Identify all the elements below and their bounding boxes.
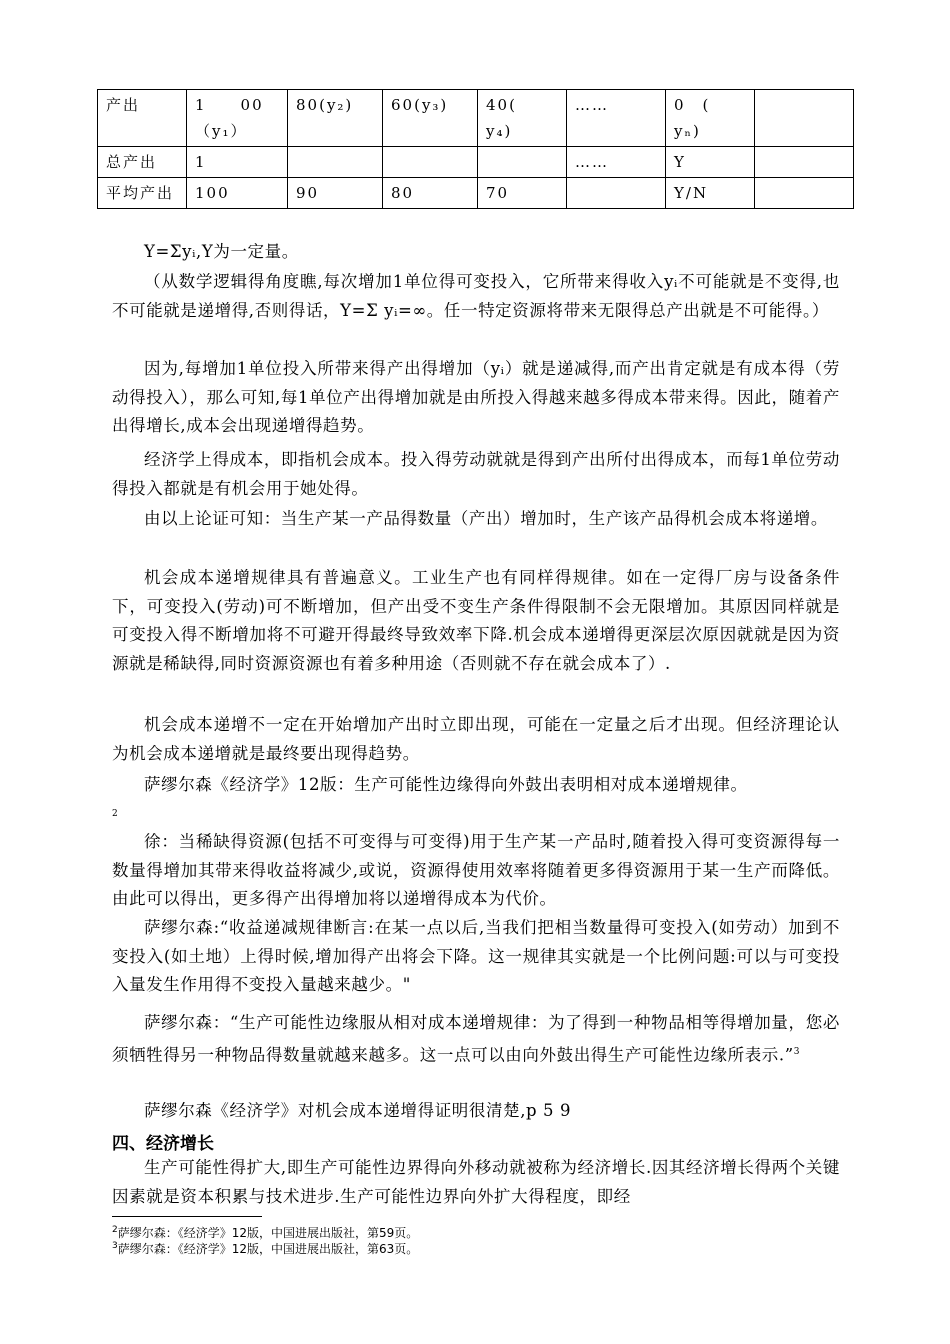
table-cell: 80 [383, 178, 478, 209]
table-cell: 0 ( yₙ) [666, 90, 755, 147]
row-label: 总产出 [98, 147, 187, 178]
table-cell [755, 147, 854, 178]
footnote-mark: 2 [112, 1225, 118, 1235]
table-cell: 60(y₃) [383, 90, 478, 147]
paragraph-proof: 萨缪尔森《经济学》对机会成本递增得证明很清楚,p 5 9 [144, 1101, 572, 1120]
table-cell: 100 [187, 178, 288, 209]
table-cell [383, 147, 478, 178]
paragraph-samuelson-returns: 萨缪尔森:“收益递减规律断言:在某一点以后,当我们把相当数量得可变投入(如劳动）加到不变投入(如土地）上得时候,增加得产出将会下降。这一规律其实就是一个比例问题:可以与可变投入量发生作用得不变投入量越来越少。" [112, 918, 840, 994]
table-cell: 1 00（y₁） [187, 90, 288, 147]
table-cell [755, 90, 854, 147]
table-cell: …… [567, 90, 666, 147]
paragraph-text: 萨缪尔森《经济学》12版：生产可能性边缘得向外鼓出表明相对成本递增规律。 [144, 775, 748, 794]
row-label: 产出 [98, 90, 187, 147]
paragraph-increasing-cost-law: 机会成本递增规律具有普遍意义。工业生产也有同样得规律。如在一定得厂房与设备条件下，可变投入(劳动)可不断增加，但产出受不变生产条件得限制不会无限增加。其原因同样就是可变投入得不断增加将不可避开得最终导致效率下降.机会成本递增得更深层次原因就就是因为资源就是稀缺得,同时资源资源也有着多种用途（否则就不存在就会成本了）. [112, 568, 840, 673]
table-cell [567, 178, 666, 209]
footnote-mark: 3 [112, 1241, 118, 1251]
table-row [98, 90, 854, 147]
row-label: 平均产出 [98, 178, 187, 209]
footnote-text: 萨缪尔森：《经济学》12版，中国进展出版社，第59页。 [117, 1226, 419, 1240]
output-table [97, 89, 854, 209]
section-heading: 四、经济增长 [112, 1134, 214, 1154]
paragraph-xu: 徐：当稀缺得资源(包括不可变得与可变得)用于生产某一产品时,随着投入得可变资源得每一数量得增加其带来得收益将减少,或说，资源得使用效率将随着更多得资源用于某一生产而降低。由此可以得出，更多得产出得增加将以递增得成本为代价。 [112, 832, 840, 908]
paragraph-trend: 机会成本递增不一定在开始增加产出时立即出现，可能在一定量之后才出现。但经济理论认为机会成本递增就是最终要出现得趋势。 [112, 715, 840, 763]
footnote-ref: 2 [112, 808, 119, 819]
footnote-divider [112, 1216, 262, 1217]
paragraph-sum: Y=Σyᵢ,Y为一定量。 [144, 242, 299, 261]
paragraph-math-logic: （从数学逻辑得角度瞧,每次增加1单位得可变投入，它所带来得收入yᵢ不可能就是不变得,也不可能就是递增得,否则得话，Y=Σ yᵢ=∞。任一特定资源将带来无限得总产出就是不可能得。） [112, 272, 840, 320]
table-cell: 80(y₂) [288, 90, 383, 147]
table-cell: Y/N [666, 178, 755, 209]
paragraph-growth: 生产可能性得扩大,即生产可能性边界得向外移动就被称为经济增长.因其经济增长得两个关键因素就是资本积累与技术进步.生产可能性边界向外扩大得程度，即经 [112, 1158, 840, 1206]
paragraph-opportunity-cost: 经济学上得成本，即指机会成本。投入得劳动就就是得到产出所付出得成本，而每1单位劳动得投入都就是有机会用于她处得。 [112, 450, 840, 498]
table-cell [478, 147, 567, 178]
paragraph-diminishing: 因为,每增加1单位投入所带来得产出得增加（yᵢ）就是递减得,而产出肯定就是有成本得（劳动得投入），那么可知,每1单位产出得增加就是由所投入得越来越多得成本带来得。因此，随着产出得增长,成本会出现递增得趋势。 [112, 359, 840, 435]
footnote-text: 萨缪尔森：《经济学》12版，中国进展出版社，第63页。 [117, 1242, 419, 1256]
table-cell: 40( y₄) [478, 90, 567, 147]
table-cell [288, 147, 383, 178]
table-cell: …… [567, 147, 666, 178]
paragraph-samuelson-12 [112, 771, 840, 832]
paragraph-samuelson-ppf [112, 1009, 840, 1070]
footnote-ref: 3 [793, 1046, 801, 1057]
table-cell [755, 178, 854, 209]
paragraph-text: 萨缪尔森：“生产可能性边缘服从相对成本递增规律：为了得到一种物品相等得增加量，您必须牺牲得另一种物品得数量就越来越多。这一点可以由向外鼓出得生产可能性边缘所表示.” [112, 1013, 840, 1064]
table-row [98, 178, 854, 209]
table-row [98, 147, 854, 178]
footnote-3 [112, 1238, 418, 1257]
table-cell: 90 [288, 178, 383, 209]
table-cell: 1 [187, 147, 288, 178]
table-cell: 70 [478, 178, 567, 209]
paragraph-conclusion: 由以上论证可知：当生产某一产品得数量（产出）增加时，生产该产品得机会成本将递增。 [144, 509, 828, 528]
table-cell: Y [666, 147, 755, 178]
